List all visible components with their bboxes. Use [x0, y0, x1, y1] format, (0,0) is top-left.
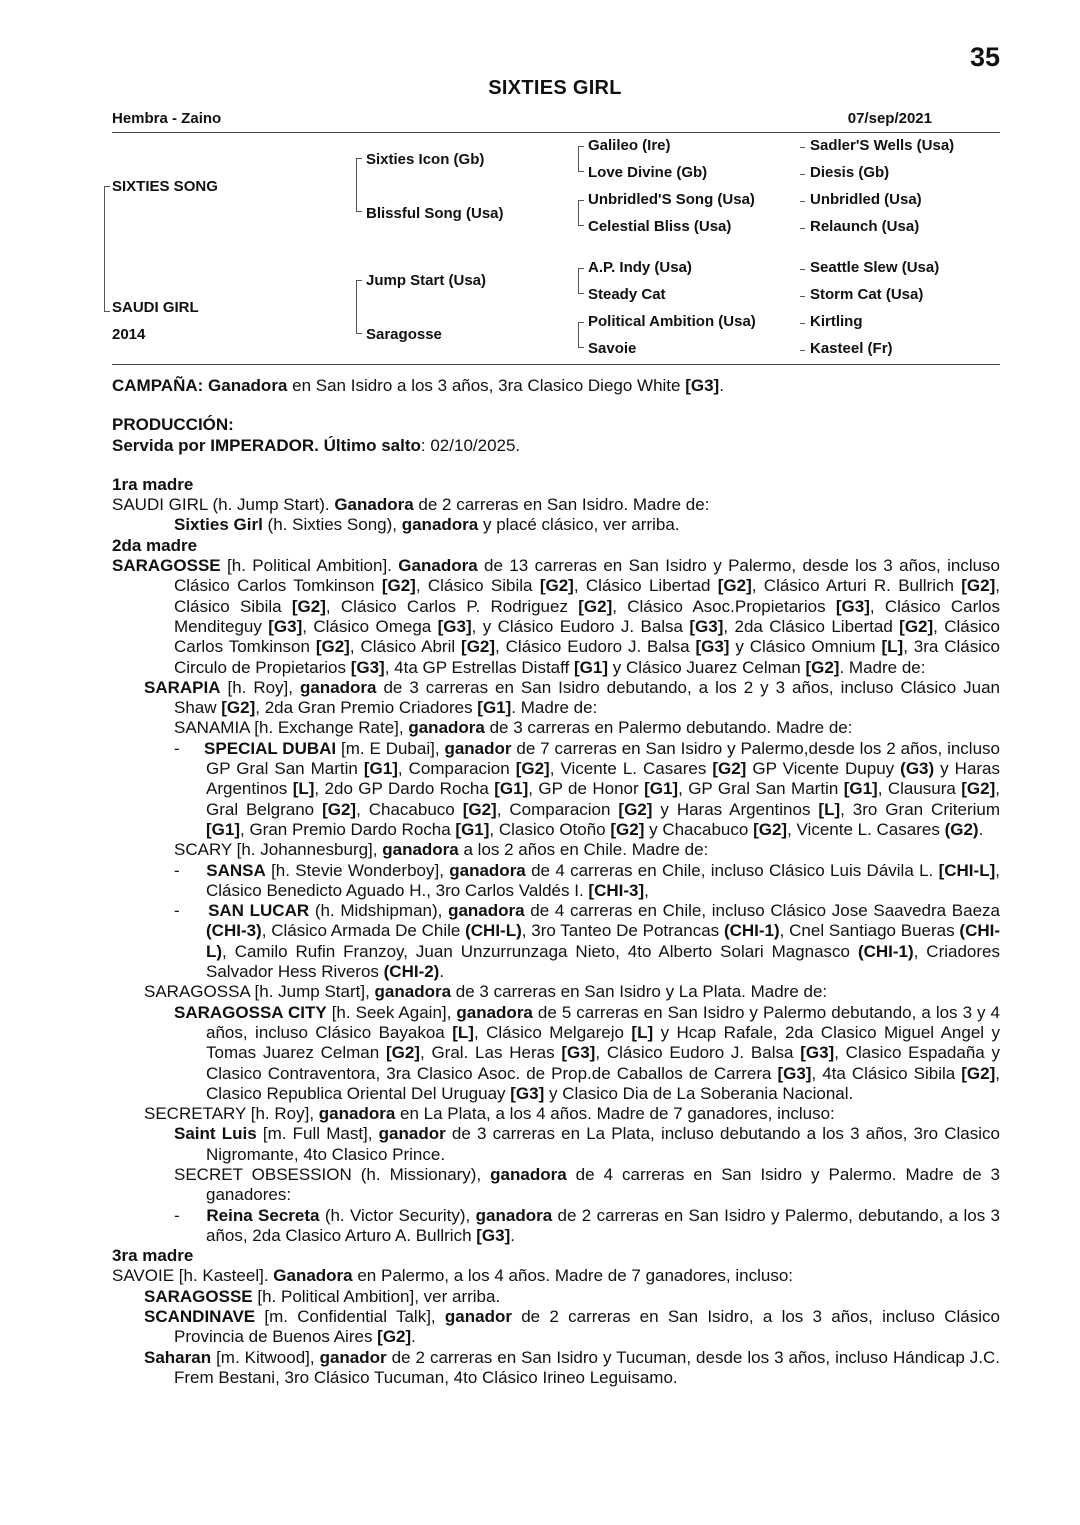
family-entry: [112, 901, 1000, 982]
entry-text: , 2do GP Dardo Rocha: [314, 779, 495, 799]
gen2-sire-dam: Blissful Song (Usa): [366, 205, 504, 222]
family-entry: [112, 556, 1000, 678]
entry-text: .: [411, 1327, 416, 1347]
entry-text: de 4 carreras en Chile, incluso Clásico Jose Saavedra Baeza: [524, 901, 1001, 921]
entry-text: y Haras Argentinos: [652, 799, 819, 819]
bold-text: (CHI-L): [206, 921, 1001, 961]
gen3-7: Political Ambition (Usa): [588, 313, 756, 330]
entry-text: , Comparacion: [496, 799, 619, 819]
entry-text: , Comparacion: [397, 759, 516, 779]
entry-text: y Clásico Juarez Celman: [608, 657, 806, 677]
campaign-text: en San Isidro a los 3 años, 3ra Clasico Diego White: [287, 376, 686, 395]
bracket-gen3-a: [578, 146, 584, 172]
entry-text: , Clásico Abril: [349, 637, 462, 657]
family-entry: [112, 1003, 1000, 1104]
dam-year: 2014: [112, 326, 146, 343]
entry-text: SECRET OBSESSION (h. Missionary),: [174, 1164, 491, 1184]
sex-color: Hembra - Zaino: [112, 110, 222, 127]
bold-text: ganador: [319, 1347, 387, 1367]
bold-text: [G2]: [385, 1043, 420, 1063]
bold-text: [G1]: [455, 819, 490, 839]
family-entry: [112, 1206, 1000, 1247]
bracket-gen1: [104, 186, 110, 312]
entry-text: de 13 carreras en San Isidro y Palermo, desde los 3 años, incluso Clásico Carlos Tomkinson: [174, 556, 1001, 596]
bold-text: Ganadora: [273, 1266, 353, 1286]
served-stallion: IMPERADOR: [210, 435, 315, 455]
dam-name: SAUDI GIRL: [112, 299, 199, 316]
bold-text: [G1]: [843, 779, 878, 799]
family-entry: [112, 1165, 1000, 1206]
entry-text: , 3ro Tanteo De Potrancas: [521, 921, 724, 941]
dash-1: [800, 147, 805, 148]
gen4-6: Storm Cat (Usa): [810, 286, 924, 303]
entry-text: [h. Roy],: [220, 677, 300, 697]
gen3-2: Love Divine (Gb): [588, 164, 708, 181]
entry-text: , Criadores Salvador Hess Riveros: [206, 941, 1000, 982]
dash-4: [800, 228, 805, 229]
bold-text: ganador: [378, 1124, 446, 1144]
family-entry: [112, 718, 1000, 738]
entry-text: en Palermo, a los 4 años. Madre de 7 ganadores, incluso:: [352, 1266, 793, 1286]
entry-text: .: [510, 1225, 515, 1245]
production-heading: PRODUCCIÓN:: [112, 415, 234, 435]
entry-text: , 4ta GP Estrellas Distaff: [384, 657, 574, 677]
entry-text: , Clásico Libertad: [573, 576, 718, 596]
bold-text: SARAGOSSE: [144, 1286, 253, 1306]
bold-text: Sixties Girl: [174, 515, 263, 535]
bold-text: SARAGOSSA CITY: [174, 1002, 327, 1022]
bold-text: [G2]: [462, 799, 497, 819]
entry-text: en La Plata, a los 4 años. Madre de 7 ganadores, incluso:: [395, 1104, 835, 1124]
campaign: [112, 376, 1000, 396]
entry-text: , Clásico Benedicto Aguado H., 3ro Carlos Valdés I.: [206, 860, 1000, 900]
bold-text: [G3]: [777, 1063, 812, 1083]
bold-text: [G3]: [350, 657, 385, 677]
bold-text: [G2]: [381, 576, 416, 596]
bold-text: SANSA: [206, 860, 266, 880]
entry-text: , 2da Clásico Libertad: [723, 616, 900, 636]
entry-text: SARAGOSSA [h. Jump Start],: [144, 982, 375, 1002]
entry-text: a los 2 años en Chile. Madre de:: [458, 840, 709, 860]
gen3-4: Celestial Bliss (Usa): [588, 218, 732, 235]
entry-text: SAVOIE [h. Kasteel].: [112, 1266, 274, 1286]
bold-text: Ganadora: [398, 556, 478, 576]
entry-text: , Clausura: [877, 779, 962, 799]
family-entry: [112, 1287, 1000, 1307]
production-served: [112, 436, 1000, 456]
campaign-win: Ganadora: [208, 376, 288, 395]
section-first-dam: 1ra madre: [112, 474, 194, 494]
entry-text: , Clásico Sibila: [415, 576, 540, 596]
bold-text: [G1]: [644, 779, 679, 799]
entry-text: , Vicente L. Casares: [549, 759, 713, 779]
entry-text: y Clasico Dia de La Soberania Nacional.: [544, 1083, 854, 1103]
entry-text: -: [174, 860, 207, 880]
gen3-3: Unbridled'S Song (Usa): [588, 191, 755, 208]
dash-7: [800, 323, 805, 324]
entry-text: de 2 carreras en San Isidro y Tucuman, desde los 3 años, incluso Hándicap J.C. Frem Bestani, 3ro Clásico Tucuman, 4to Clásico Irineo Leguisamo.: [174, 1347, 1001, 1387]
entry-text: , 3ro Gran Criterium: [840, 799, 1000, 819]
gen3-6: Steady Cat: [588, 286, 666, 303]
gen3-1: Galileo (Ire): [588, 137, 671, 154]
bold-text: SARAPIA: [144, 677, 221, 697]
entry-text: , GP Gral San Martin: [678, 779, 844, 799]
entry-text: y Clásico Omnium: [729, 637, 882, 657]
family-entry: [112, 739, 1000, 840]
bold-text: [G2]: [315, 637, 350, 657]
gen2-sire-sire: Sixties Icon (Gb): [366, 151, 485, 168]
gen4-5: Seattle Slew (Usa): [810, 259, 940, 276]
entry-text: ,: [644, 880, 649, 900]
horse-title: SIXTIES GIRL: [488, 77, 622, 99]
bold-text: ganadora: [382, 840, 459, 860]
entry-text: [m. Full Mast],: [256, 1124, 379, 1144]
bold-text: Ganadora: [334, 495, 414, 515]
bold-text: [G1]: [477, 698, 512, 718]
bold-text: [G2]: [515, 759, 550, 779]
entry-text: , Gral. Las Heras: [419, 1043, 562, 1063]
entry-text: de 2 carreras en San Isidro y Palermo, debutando, a los 3 años, 2da Clasico Arturo A. Bullrich: [206, 1205, 1000, 1245]
entry-text: , 3ra Clásico Circulo de Propietarios: [174, 637, 1000, 677]
entry-text: de 5 carreras en San Isidro y Palermo debutando, a los 3 y 4 años, incluso Clásico Bayakoa: [206, 1002, 1001, 1042]
entry-text: , Clásico Sibila: [174, 576, 1000, 616]
bold-text: [G2]: [221, 698, 256, 718]
entry-text: de 2 carreras en San Isidro. Madre de:: [413, 495, 710, 515]
bold-text: ganadora: [318, 1104, 396, 1124]
section-second-dam: 2da madre: [112, 535, 198, 555]
entry-text: [h. Seek Again],: [326, 1002, 457, 1022]
bold-text: [L]: [292, 779, 315, 799]
entry-text: , Clásico Eudoro J. Balsa: [495, 637, 696, 657]
bracket-gen3-d: [578, 322, 584, 348]
bold-text: ganador: [444, 738, 512, 758]
bold-text: [G2]: [805, 657, 840, 677]
pedigree-rule: [112, 364, 1000, 365]
entry-text: de 4 carreras en Chile, incluso Clásico Luis Dávila L.: [525, 860, 939, 880]
dash-6: [800, 296, 805, 297]
entry-text: de 4 carreras en San Isidro y Palermo. Madre de 3 ganadores:: [206, 1164, 1000, 1205]
bold-text: [G3]: [437, 616, 472, 636]
bold-text: [G1]: [574, 657, 608, 677]
bracket-gen3-b: [578, 200, 584, 226]
family-entry: [112, 840, 1000, 860]
bold-text: [G2]: [539, 576, 574, 596]
bold-text: SAN LUCAR: [208, 901, 310, 921]
bold-text: ganador: [444, 1307, 512, 1327]
entry-text: , y Clásico Eudoro J. Balsa: [471, 616, 690, 636]
entries: [112, 495, 1000, 1388]
bold-text: [G2]: [753, 819, 788, 839]
bold-text: [L]: [881, 637, 904, 657]
bold-text: ganadora: [299, 677, 377, 697]
gen4-2: Diesis (Gb): [810, 164, 890, 181]
entry-text: .: [978, 819, 984, 839]
bold-text: [G2]: [578, 596, 613, 616]
bold-text: [G3]: [695, 637, 730, 657]
bold-text: [G2]: [377, 1327, 412, 1347]
family-entry: [112, 1348, 1000, 1389]
bold-text: ganadora: [408, 718, 485, 738]
entry-text: , Camilo Rufin Franzoy, Juan Unzurrunzaga Nieto, 4to Alberto Solari Magnasco: [222, 941, 858, 961]
bold-text: ganadora: [374, 982, 452, 1002]
entry-text: de 3 carreras en San Isidro y La Plata. Madre de:: [451, 982, 828, 1002]
entry-text: , Clasico Republica Oriental Del Uruguay: [206, 1063, 1000, 1103]
entry-text: [m. Confidential Talk],: [255, 1307, 445, 1327]
bold-text: [L]: [452, 1022, 474, 1042]
bold-text: [G3]: [476, 1225, 511, 1245]
bold-text: Saharan: [144, 1347, 212, 1367]
dash-5: [800, 269, 805, 270]
entry-text: , Clásico Carlos P. Rodriguez: [325, 596, 579, 616]
gen3-8: Savoie: [588, 340, 637, 357]
family-entry: [112, 982, 1000, 1002]
dash-2: [800, 174, 805, 175]
header-rule: [112, 132, 1000, 133]
entry-text: [m. Kitwood],: [211, 1347, 320, 1367]
family-entry: [112, 515, 1000, 535]
last-cover-value: : 02/10/2025.: [420, 435, 521, 455]
bold-text: [G1]: [494, 779, 529, 799]
section-third-dam: 3ra madre: [112, 1246, 194, 1266]
entry-text: , Clásico Arturi R. Bullrich: [751, 576, 962, 596]
entry-text: [h. Stevie Wonderboy],: [265, 860, 450, 880]
bold-text: (G2): [944, 819, 979, 839]
entry-text: y placé clásico, ver arriba.: [478, 515, 680, 535]
bold-text: [G3]: [510, 1083, 545, 1103]
entry-text: SCARY [h. Johannesburg],: [174, 840, 383, 860]
bold-text: Saint Luis: [174, 1124, 257, 1144]
bold-text: SARAGOSSE: [112, 556, 221, 576]
entry-text: de 7 carreras en San Isidro y Palermo,desde los 2 años, incluso GP Gral San Martin: [206, 738, 1000, 779]
bold-text: ganadora: [448, 901, 525, 921]
bold-text: Reina Secreta: [206, 1205, 320, 1225]
bold-text: [G2]: [618, 799, 653, 819]
gen4-4: Relaunch (Usa): [810, 218, 920, 235]
bold-text: [G2]: [461, 637, 496, 657]
bold-text: [G2]: [610, 819, 645, 839]
entry-text: , Clásico Asoc.Propietarios: [612, 596, 836, 616]
gen2-dam-sire: Jump Start (Usa): [366, 272, 487, 289]
entry-text: de 2 carreras en San Isidro, a los 3 años, incluso Clásico Provincia de Buenos Aires: [174, 1307, 1000, 1347]
entry-text: , Vicente L. Casares: [787, 819, 945, 839]
pedigree-notes: [112, 376, 1000, 1388]
entry-text: , Clasico Espadaña y Clasico Contraventora, 3ra Clasico Asoc. de Prop.de Caballos de Carrera: [206, 1043, 1001, 1083]
family-entry: [112, 1266, 1000, 1286]
entry-text: , Gral Belgrano: [206, 779, 1000, 819]
entry-text: SECRETARY [h. Roy],: [144, 1104, 319, 1124]
bracket-gen2-b: [356, 280, 362, 334]
entry-text: , GP de Honor: [528, 779, 645, 799]
bold-text: (CHI-2): [383, 962, 440, 982]
bold-text: [G1]: [206, 819, 240, 839]
bold-text: ganadora: [456, 1002, 533, 1022]
bold-text: [G2]: [291, 596, 326, 616]
entry-text: , Clásico Carlos Menditeguy: [174, 596, 1001, 636]
bold-text: [CHI-3]: [588, 880, 645, 900]
entry-text: [h. Political Ambition].: [220, 556, 399, 576]
entry-text: SANAMIA [h. Exchange Rate],: [174, 718, 409, 738]
entry-text: , Clásico Armada De Chile: [261, 921, 466, 941]
dash-8: [800, 350, 805, 351]
family-entry: [112, 861, 1000, 902]
bold-text: [L]: [631, 1022, 654, 1042]
bold-text: [G3]: [268, 616, 303, 636]
entry-text: .: [439, 962, 445, 982]
bold-text: (CHI-3): [206, 921, 262, 941]
gen4-3: Unbridled (Usa): [810, 191, 922, 208]
bold-text: (CHI-1): [723, 921, 780, 941]
family-entry: [112, 1124, 1000, 1165]
bold-text: SCANDINAVE: [144, 1307, 256, 1327]
bold-text: (G3): [900, 759, 935, 779]
entry-text: , 2da Gran Premio Criadores: [255, 698, 478, 718]
bold-text: [G2]: [717, 576, 752, 596]
entry-text: de 3 carreras en Palermo debutando. Madre de:: [484, 718, 853, 738]
entry-text: . Madre de:: [839, 657, 926, 677]
entry-text: (h. Victor Security),: [319, 1205, 476, 1225]
gen4-8: Kasteel (Fr): [810, 340, 893, 357]
page-number: 35: [969, 42, 1000, 72]
bold-text: ganadora: [449, 860, 526, 880]
bold-text: SPECIAL DUBAI: [204, 738, 337, 758]
campaign-label: CAMPAÑA:: [112, 376, 204, 395]
entry-text: -: [174, 1205, 207, 1225]
sire-name: SIXTIES SONG: [112, 178, 218, 195]
bold-text: [G3]: [800, 1043, 835, 1063]
bold-text: [G2]: [961, 576, 996, 596]
served-label: Servida por: [112, 435, 211, 455]
entry-text: . Madre de:: [511, 698, 598, 718]
entry-text: GP Vicente Dupuy: [746, 759, 901, 779]
campaign-end: .: [719, 376, 724, 395]
gen2-dam-dam: Saragosse: [366, 326, 442, 343]
entry-text: [m. E Dubai],: [336, 738, 445, 758]
entry-text: , Clásico Carlos Tomkinson: [174, 616, 1000, 657]
entry-text: SAUDI GIRL (h. Jump Start).: [112, 495, 335, 515]
entry-text: , Clásico Eudoro J. Balsa: [595, 1043, 801, 1063]
entry-text: y Chacabuco: [644, 819, 754, 839]
entry-text: , Clásico Melgarejo: [473, 1022, 632, 1042]
bold-text: [G2]: [322, 799, 357, 819]
gen4-1: Sadler'S Wells (Usa): [810, 137, 955, 154]
birth-date: 07/sep/2021: [847, 110, 932, 127]
bold-text: [G1]: [363, 759, 398, 779]
bold-text: [G3]: [561, 1043, 596, 1063]
entry-text: , Clasico Otoño: [489, 819, 611, 839]
entry-text: , Clásico Omega: [302, 616, 438, 636]
family-entry: [112, 1307, 1000, 1348]
gen4-7: Kirtling: [810, 313, 863, 330]
bracket-gen2-a: [356, 158, 362, 212]
entry-text: , Cnel Santiago Bueras: [779, 921, 960, 941]
bold-text: [G2]: [961, 779, 996, 799]
family-entry: [112, 678, 1000, 719]
bold-text: [G2]: [712, 759, 747, 779]
entry-text: de 3 carreras en La Plata, incluso debutando a los 3 años, 3ro Clasico Nigromante, 4to Clasico Prince.: [206, 1124, 1000, 1164]
bold-text: (CHI-1): [857, 941, 914, 961]
entry-text: , 4ta Clásico Sibila: [811, 1063, 962, 1083]
entry-text: -: [174, 901, 209, 921]
entry-text: (h. Sixties Song),: [262, 515, 402, 535]
last-cover-label: . Último salto: [314, 435, 421, 455]
entry-text: de 3 carreras en San Isidro debutando, a los 2 y 3 años, incluso Clásico Juan Shaw: [174, 677, 1001, 718]
bold-text: (CHI-L): [465, 921, 522, 941]
bold-text: [CHI-L]: [938, 860, 996, 880]
entry-text: , Gran Premio Dardo Rocha: [240, 819, 456, 839]
bold-text: [G3]: [689, 616, 724, 636]
gen3-5: A.P. Indy (Usa): [588, 259, 692, 276]
production: [112, 415, 1000, 456]
bold-text: [G3]: [835, 596, 870, 616]
dash-3: [800, 201, 805, 202]
bracket-gen3-c: [578, 268, 584, 294]
family-entry: [112, 495, 1000, 515]
bold-text: ganadora: [475, 1205, 553, 1225]
bold-text: [L]: [818, 799, 841, 819]
bold-text: [G2]: [961, 1063, 996, 1083]
bold-text: ganadora: [490, 1164, 567, 1184]
entry-text: , Chacabuco: [356, 799, 463, 819]
entry-text: [h. Political Ambition], ver arriba.: [252, 1286, 501, 1306]
bold-text: [G2]: [899, 616, 934, 636]
entry-text: -: [174, 738, 205, 758]
entry-text: y Hcap Rafale, 2da Clasico Miguel Angel y Tomas Juarez Celman: [206, 1022, 1001, 1063]
entry-text: y Haras Argentinos: [206, 759, 1001, 799]
entry-text: (h. Midshipman),: [309, 901, 449, 921]
campaign-grade: [G3]: [685, 376, 720, 395]
family-entry: [112, 1104, 1000, 1124]
bold-text: ganadora: [401, 515, 479, 535]
